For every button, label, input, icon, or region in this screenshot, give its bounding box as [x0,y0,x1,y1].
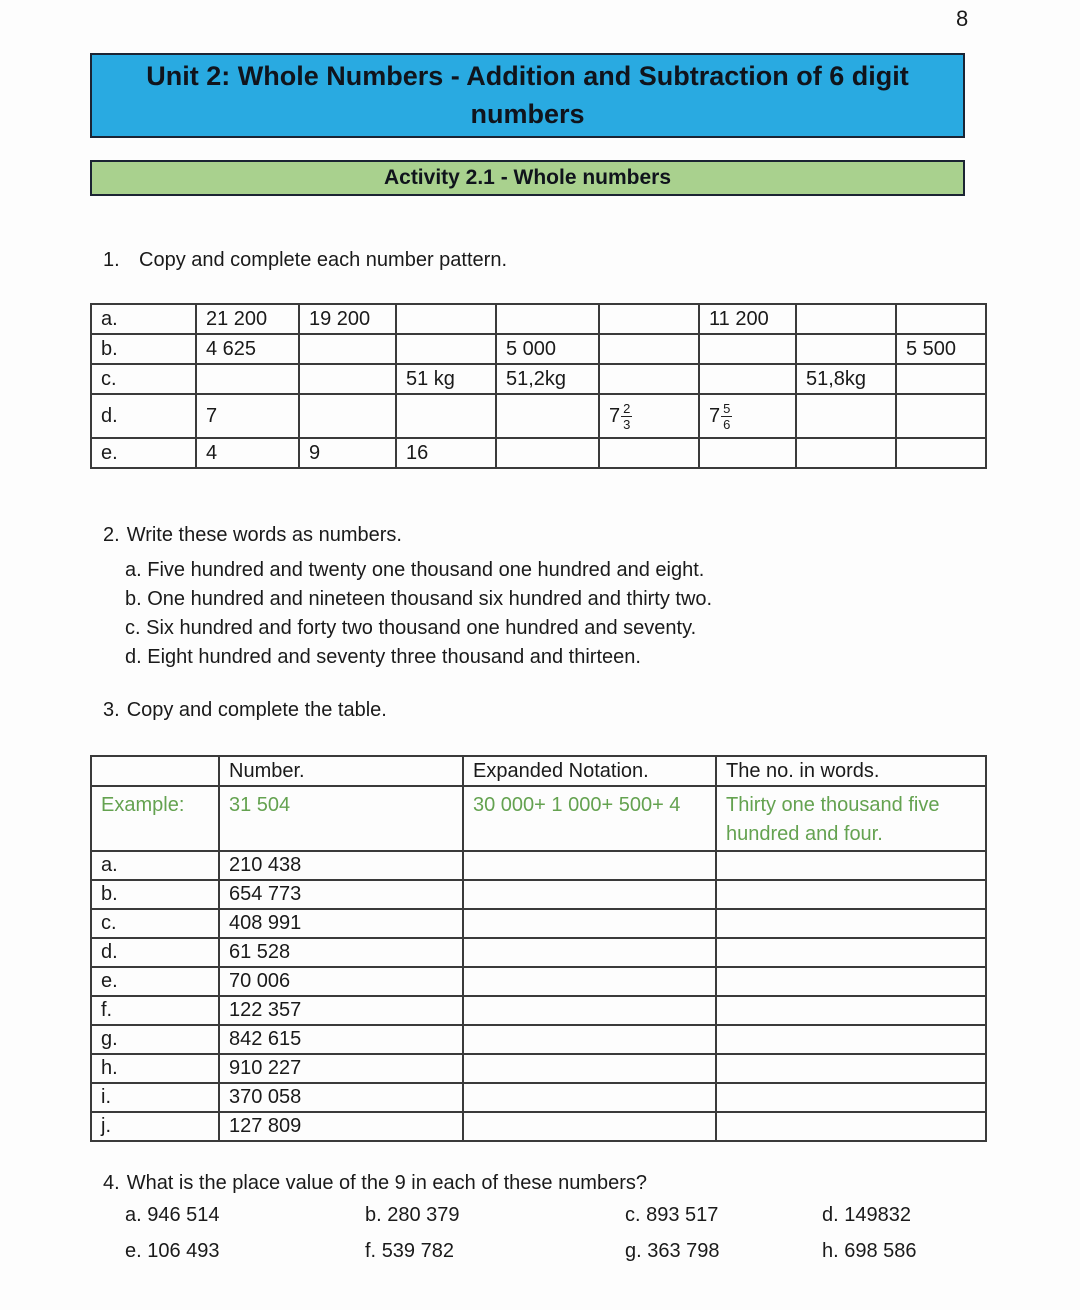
table-cell [896,394,986,438]
table-cell [599,394,699,438]
table-row [91,967,986,996]
table-cell: 4 625 [196,334,299,364]
column-header: Number. [219,756,463,786]
fraction-denominator: 6 [723,416,731,432]
list-item [365,1201,625,1229]
item-label: g. [625,1240,642,1262]
number-cell: 842 615 [219,1025,463,1054]
expanded-cell [463,909,716,938]
question-text: What is the place value of the 9 in each of these numbers? [126,1172,647,1194]
expanded-cell [463,1054,716,1083]
question-text: Write these words as numbers. [126,524,402,546]
item-label: c. [125,617,141,639]
list-item [125,585,712,614]
question-2-items [125,556,712,672]
table-row [91,1112,986,1141]
item-label: a. [125,1204,142,1226]
question-text: Copy and complete the table. [126,699,387,721]
row-label: i. [91,1083,219,1112]
item-value: 106 493 [147,1240,220,1262]
row-label: Example: [91,786,219,851]
list-item [822,1237,917,1265]
activity-title-banner: Activity 2.1 - Whole numbers [90,160,965,196]
table-cell [599,438,699,468]
table-cell: 51,2kg [496,364,599,394]
item-label: e. [125,1240,142,1262]
table-row [91,1025,986,1054]
table-cell [396,334,496,364]
words-cell [716,880,986,909]
number-cell: 70 006 [219,967,463,996]
pattern-row-c [91,364,986,394]
example-number: 31 504 [219,786,463,851]
mixed-fraction [709,402,732,431]
list-item [125,556,712,585]
row-label: b. [91,334,196,364]
item-value: 539 782 [381,1240,454,1262]
number-cell: 910 227 [219,1054,463,1083]
column-header: Expanded Notation. [463,756,716,786]
expanded-cell [463,938,716,967]
question-4-items [125,1201,917,1265]
table-cell [796,304,896,334]
list-item [125,1237,365,1265]
row-label: g. [91,1025,219,1054]
table-row [91,996,986,1025]
fraction-whole: 7 [609,405,621,427]
example-words: Thirty one thousand five hundred and four. [716,786,986,851]
table-cell [396,304,496,334]
words-cell [716,1054,986,1083]
table-cell: 7 [196,394,299,438]
words-cell [716,1083,986,1112]
expanded-cell [463,1083,716,1112]
row-label: c. [91,909,219,938]
column-header: The no. in words. [716,756,986,786]
item-value: 698 586 [844,1240,917,1262]
number-cell: 210 438 [219,851,463,880]
pattern-row-d [91,394,986,438]
table-row [91,880,986,909]
row-label: f. [91,996,219,1025]
words-cell [716,851,986,880]
row-label: d. [91,394,196,438]
words-cell [716,967,986,996]
table-row [91,851,986,880]
pattern-row-e [91,438,986,468]
table-cell [699,394,796,438]
number-cell: 61 528 [219,938,463,967]
list-item [625,1237,822,1265]
column-header [91,756,219,786]
number-cell: 654 773 [219,880,463,909]
item-text: Eight hundred and seventy three thousand and thirteen. [147,646,641,668]
list-item [625,1201,822,1229]
number-cell: 122 357 [219,996,463,1025]
item-label: f. [365,1240,377,1262]
words-cell [716,1112,986,1141]
item-label: a. [125,559,142,581]
table-cell: 51 kg [396,364,496,394]
item-label: b. [125,588,142,610]
example-expanded: 30 000+ 1 000+ 500+ 4 [463,786,716,851]
item-value: 946 514 [147,1204,220,1226]
table-cell: 51,8kg [796,364,896,394]
item-label: b. [365,1204,382,1226]
item-value: 149832 [844,1204,911,1226]
table-cell [496,438,599,468]
item-value: 893 517 [646,1204,719,1226]
table-cell [599,304,699,334]
expanded-cell [463,1112,716,1141]
row-label: a. [91,851,219,880]
table-cell: 4 [196,438,299,468]
pattern-row-b [91,334,986,364]
fraction-numerator: 2 [623,400,631,416]
table-cell [299,394,396,438]
list-item [125,614,712,643]
number-cell: 127 809 [219,1112,463,1141]
question-2-heading [103,524,402,547]
table-cell [196,364,299,394]
item-text: Five hundred and twenty one thousand one hundred and eight. [147,559,705,581]
number-pattern-table [90,303,987,469]
question-4-heading [103,1172,647,1195]
table-row [91,938,986,967]
list-item [822,1201,917,1229]
table-cell: 21 200 [196,304,299,334]
table-cell: 19 200 [299,304,396,334]
words-cell [716,996,986,1025]
words-cell [716,1025,986,1054]
row-label: d. [91,938,219,967]
item-label: h. [822,1240,839,1262]
number-cell: 408 991 [219,909,463,938]
table-cell: 11 200 [699,304,796,334]
fraction-denominator: 3 [623,416,631,432]
item-value: 280 379 [387,1204,460,1226]
table-cell: 5 000 [496,334,599,364]
table-header-row [91,756,986,786]
table-cell: 5 500 [896,334,986,364]
table-cell [896,364,986,394]
expanded-cell [463,1025,716,1054]
table-cell [299,364,396,394]
table-cell [599,364,699,394]
expanded-notation-table [90,755,987,1142]
expanded-cell [463,880,716,909]
table-cell [599,334,699,364]
expanded-cell [463,996,716,1025]
table-cell: 9 [299,438,396,468]
table-cell [699,334,796,364]
mixed-fraction [609,402,632,431]
example-row [91,786,986,851]
table-row [91,909,986,938]
table-cell [796,394,896,438]
item-label: d. [822,1204,839,1226]
unit-title-banner: Unit 2: Whole Numbers - Addition and Subtraction of 6 digit numbers [90,53,965,138]
question-3-heading [103,699,387,722]
row-label: e. [91,967,219,996]
expanded-cell [463,967,716,996]
table-cell: 16 [396,438,496,468]
list-item [125,1201,365,1229]
item-label: c. [625,1204,641,1226]
fraction-whole: 7 [709,405,721,427]
row-label: a. [91,304,196,334]
table-cell [796,438,896,468]
words-cell [716,938,986,967]
row-label: c. [91,364,196,394]
table-cell [496,304,599,334]
question-text: Copy and complete each number pattern. [139,249,507,271]
question-number: 2. [103,524,120,546]
table-cell [896,304,986,334]
words-cell [716,909,986,938]
pattern-row-a [91,304,986,334]
number-cell: 370 058 [219,1083,463,1112]
table-cell [699,438,796,468]
fraction-numerator: 5 [723,400,731,416]
row-label: b. [91,880,219,909]
page-number: 8 [956,6,969,31]
table-cell [299,334,396,364]
item-value: 363 798 [647,1240,720,1262]
question-1-heading [103,249,507,272]
table-row [91,1054,986,1083]
row-label: j. [91,1112,219,1141]
item-text: Six hundred and forty two thousand one hundred and seventy. [146,617,697,639]
row-label: e. [91,438,196,468]
item-text: One hundred and nineteen thousand six hundred and thirty two. [147,588,713,610]
table-cell [699,364,796,394]
table-cell [496,394,599,438]
list-item [125,643,712,672]
item-label: d. [125,646,142,668]
table-cell [896,438,986,468]
question-number: 3. [103,699,120,721]
row-label: h. [91,1054,219,1083]
table-cell [796,334,896,364]
question-number: 4. [103,1172,120,1194]
expanded-cell [463,851,716,880]
table-row [91,1083,986,1112]
table-cell [396,394,496,438]
question-number: 1. [103,249,120,271]
list-item [365,1237,625,1265]
